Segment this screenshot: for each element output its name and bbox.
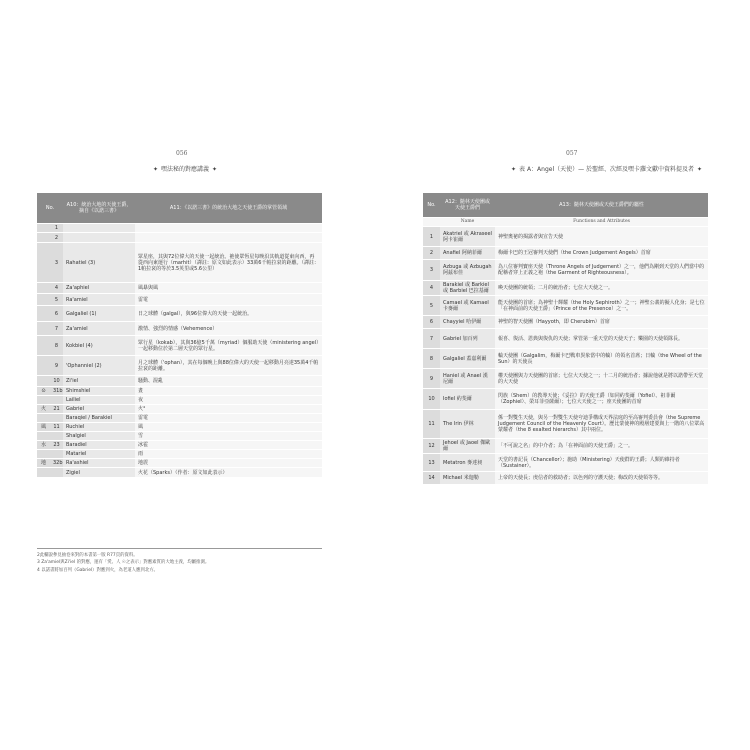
row-number: 32b <box>50 459 63 468</box>
attribute-description: 梅爾卡巴的王冠審判天使們（the Crown Judgement Angels）首席 <box>495 247 708 260</box>
domain-description <box>135 224 322 233</box>
left-angel-table <box>37 193 322 478</box>
angel-name: Akatriel 或 Akraseel 阿卡崔爾 <box>440 227 495 247</box>
angel-name <box>63 224 135 233</box>
element-symbol <box>37 450 50 459</box>
row-number: 3 <box>50 243 63 283</box>
element-symbol: 水 <box>37 441 50 450</box>
angel-name: Ra'ashiel <box>63 459 135 468</box>
attribute-description: 閃族（Shem）的教導天使；《妥拉》的天使王爵（如同約斐爾（Yofiel）、祖菲爾（Zophiel）、榮耳菲亞薩爾）；七位大天使之一；座天使團的首席 <box>495 389 708 410</box>
attribute-description: 神聖的智天使團（Hayyoth，即 Cherubim）首席 <box>495 316 708 329</box>
angel-name: Zigiel <box>63 468 135 478</box>
element-symbol <box>37 306 50 322</box>
row-number: 5 <box>50 294 63 306</box>
attribute-description: 輪天使團（Galgalim，梅爾卡巴戰車異象當中的輪）的領名首席；日輪（the Wheel of the Sun）的天使長 <box>495 349 708 369</box>
domain-description: 雨 <box>135 450 322 459</box>
angel-name: Barakiel 或 Barkiel 或 Barbiel 巴拉基爾 <box>440 281 495 296</box>
footnote: 3 Za'amiel與Zi'iel 的對應，運有「愛、人 ☉之表示」對應素質的大地主義，均屬推測。 <box>37 560 210 566</box>
domain-description: 冰雹 <box>135 441 322 450</box>
table-row <box>423 227 708 247</box>
table-row <box>423 349 708 369</box>
row-number: 31b <box>50 387 63 396</box>
row-number: 3 <box>423 260 440 281</box>
table-row <box>37 405 322 414</box>
column-header-a11: A11：《以諾三書》的統治大地之天使王爵的掌管領域 <box>135 193 322 224</box>
domain-description: 雪 <box>135 432 322 441</box>
table-row <box>37 450 322 459</box>
row-number: 14 <box>423 472 440 485</box>
table-row <box>423 247 708 260</box>
row-number: 4 <box>423 281 440 296</box>
row-number: 4 <box>50 283 63 294</box>
subheader-attributes: Functions and Attributes <box>495 218 708 227</box>
table-row <box>37 396 322 405</box>
table-row <box>37 322 322 336</box>
row-number: 1 <box>423 227 440 247</box>
domain-description: 風暴與風 <box>135 283 322 294</box>
table-row <box>423 389 708 410</box>
angel-name: 'Ophanniel (2) <box>63 356 135 376</box>
attribute-description: 神聖奧祕的揭露者與宣告天使 <box>495 227 708 247</box>
left-running-header <box>150 164 220 173</box>
column-header-a13: A13：隨林天使團或天使王爵們的屬性 <box>495 193 708 218</box>
right-table-body <box>423 227 708 485</box>
angel-name: Camael 或 Kamael 卡麥爾 <box>440 296 495 316</box>
element-symbol: 風 <box>37 423 50 432</box>
table-row <box>37 294 322 306</box>
angel-name: Shalgiel <box>63 432 135 441</box>
angel-name: Jehoel 或 Jaoel 傑歐爾 <box>440 439 495 454</box>
table-row <box>423 296 708 316</box>
table-row <box>37 376 322 387</box>
footnote: 2此欄說參見抽卷來對的本書第一版 R77頁的資料。 <box>37 553 138 558</box>
element-symbol <box>37 336 50 356</box>
element-symbol <box>37 432 50 441</box>
row-number: 21 <box>50 405 63 414</box>
right-page-number: 057 <box>566 150 578 157</box>
row-number: 1 <box>50 224 63 233</box>
domain-description: 火⁴ <box>135 405 322 414</box>
attribute-description: 上帝的天使長；虔信者的救助者；以色列的守護天使；梅改的天使領等等。 <box>495 472 708 485</box>
angel-name: Rahatiel (3) <box>63 243 135 283</box>
attribute-description: 「不可說之名」的中介者；為「在神面前的天使王爵」之一。 <box>495 439 708 454</box>
table-row <box>423 454 708 472</box>
angel-name: Shimshiel <box>63 387 135 396</box>
star-ornament-icon: ✦ <box>153 166 159 173</box>
table-row <box>423 410 708 439</box>
domain-description: 眾行星（kokab），其與36億5千萬（myriad）個服助天使（ministering angel）一起移動位於第二層天堂的眾行星。 <box>135 336 322 356</box>
table-row <box>37 224 322 233</box>
left-page-number: 056 <box>176 150 188 157</box>
attribute-description: 為八位審判寶座天使（Throne Angels of Judgement）之一，他們為剛到天堂的人們當中的配稱者穿上正義之袍（the Garment of Righteousness）。 <box>495 260 708 281</box>
angel-name: The Irin 伊林 <box>440 410 495 439</box>
row-number: 2 <box>50 233 63 243</box>
angel-name: Zi'iel <box>63 376 135 387</box>
attribute-description: 喚天使團的統領；二月的統治者；七位大天使之一。 <box>495 281 708 296</box>
table-row <box>37 432 322 441</box>
element-symbol <box>37 414 50 423</box>
element-symbol: 火 <box>37 405 50 414</box>
column-header-no: No. <box>37 193 63 224</box>
table-row <box>37 441 322 450</box>
table-row <box>37 468 322 478</box>
element-symbol <box>37 283 50 294</box>
subheader-blank <box>423 218 440 227</box>
angel-name: Haniel 或 Anael 漢尼爾 <box>440 369 495 389</box>
row-number: 9 <box>423 369 440 389</box>
element-symbol <box>37 396 50 405</box>
subheader-name: Name <box>440 218 495 227</box>
angel-name: Lailiel <box>63 396 135 405</box>
angel-name: Matariel <box>63 450 135 459</box>
table-row <box>37 243 322 283</box>
domain-description: 日之球體（galgal），與96位偉大的天使一起統治。 <box>135 306 322 322</box>
element-symbol <box>37 294 50 306</box>
angel-name: Michael 米迦勒 <box>440 472 495 485</box>
angel-name: Azbuga 或 Azbugah 阿茲布佳 <box>440 260 495 281</box>
table-row <box>37 306 322 322</box>
footnote: 4 以諾書將加百列（Gabriel）對應到火，為老道人應到北方。 <box>37 567 159 573</box>
row-number: 7 <box>50 322 63 336</box>
star-ornament-icon: ✦ <box>697 166 703 173</box>
angel-name: Za'amiel <box>63 322 135 336</box>
row-number: 11 <box>50 423 63 432</box>
table-row <box>37 459 322 468</box>
angel-name: Iofiel 約斐爾 <box>440 389 495 410</box>
row-number: 7 <box>423 329 440 349</box>
table-row <box>37 336 322 356</box>
right-running-header <box>508 164 705 173</box>
row-number: 11 <box>423 410 440 439</box>
right-header-title: 表 A：Angel（天使）— 於聖經、次經及嘿卡蘿文獻中資料提及者 <box>519 166 695 173</box>
domain-description: 地震 <box>135 459 322 468</box>
angel-name: Gabriel <box>63 405 135 414</box>
column-header-no: No. <box>423 193 440 218</box>
domain-description: 風 <box>135 423 322 432</box>
table-row <box>423 472 708 485</box>
star-ornament-icon: ✦ <box>212 166 218 173</box>
row-number <box>50 396 63 405</box>
left-header-title: 嘿法秘的對應講義 <box>161 166 210 173</box>
angel-name: Gabriel 加百列 <box>440 329 495 349</box>
row-number: 12 <box>423 439 440 454</box>
attribute-description: 天堂的書記長（Chancellor）；施助（Ministering）天使群的王爵；人類的維持者（Sustainer）。 <box>495 454 708 472</box>
element-symbol: 地 <box>37 459 50 468</box>
table-row <box>423 281 708 296</box>
table-row <box>37 414 322 423</box>
star-ornament-icon: ✦ <box>511 166 517 173</box>
domain-description: 騷動、混亂 <box>135 376 322 387</box>
row-number: 13 <box>423 454 440 472</box>
angel-name: Metatron 麥達昶 <box>440 454 495 472</box>
angel-name: Ruchiel <box>63 423 135 432</box>
row-number: 9 <box>50 356 63 376</box>
row-number: 23 <box>50 441 63 450</box>
left-table-body <box>37 224 322 478</box>
row-number: 6 <box>50 306 63 322</box>
table-row <box>37 387 322 396</box>
table-row <box>37 356 322 376</box>
element-symbol <box>37 243 50 283</box>
table-row <box>37 423 322 432</box>
right-page <box>375 0 750 750</box>
element-symbol <box>37 356 50 376</box>
row-number: 10 <box>423 389 440 410</box>
domain-description: 火花（Sparks）（作者：原文如此表示） <box>135 468 322 478</box>
domain-description: 激情、強烈的情感（Vehemence） <box>135 322 322 336</box>
angel-name <box>63 233 135 243</box>
row-number <box>50 432 63 441</box>
element-symbol <box>37 376 50 387</box>
row-number <box>50 468 63 478</box>
element-symbol <box>37 224 50 233</box>
row-number: 6 <box>423 316 440 329</box>
row-number: 8 <box>423 349 440 369</box>
attribute-description: 係一對雙生天使，與另一對雙生天使夸迪爭構成天界法庭的至高審判委員會（the Supreme Judgement Council of the Heavenly Court）。歷比蒙使神的殿層建要與上一階的八位眾高蒙耀者（the 8 exalted hierarchs）其中兩位。 <box>495 410 708 439</box>
domain-description: 夜 <box>135 396 322 405</box>
angel-name: Galgaliel (1) <box>63 306 135 322</box>
angel-name: Za'aphiel <box>63 283 135 294</box>
row-number <box>50 450 63 459</box>
domain-description: 晝 <box>135 387 322 396</box>
table-row <box>423 369 708 389</box>
row-number: 5 <box>423 296 440 316</box>
angel-name: Ra'amiel <box>63 294 135 306</box>
table-row <box>423 439 708 454</box>
table-row <box>423 260 708 281</box>
domain-description: 眾星座，其與72位偉大的天使一起統治。祂使眾恆星每晚沿其軌道從東向西，再從西向東運行（marhit）（譯註：原文如此表示）33萬6千帕拉袞的距離。（譯註：1帕拉袞的等於3.5英里或5.6公里） <box>135 243 322 283</box>
domain-description: 月之球體（'ophan），其在每個晚上與88位偉大的天使一起移動月亮達35萬4千帕拉袞的距離。 <box>135 356 322 376</box>
row-number: 2 <box>423 247 440 260</box>
angel-name: Baradiel <box>63 441 135 450</box>
angel-name: Chayyiel 哈伊爾 <box>440 316 495 329</box>
element-symbol: ⊙ <box>37 387 50 396</box>
angel-name: Galgaliel 蓋嘉利爾 <box>440 349 495 369</box>
attribute-description: 報喜、復活、恩典與復仇的天使；掌管第一重天堂的天使天子；樂園的天使領隊長。 <box>495 329 708 349</box>
table-row <box>37 233 322 243</box>
table-row <box>37 283 322 294</box>
table-row <box>423 329 708 349</box>
attribute-description: 能天使團的首席；為神聖十輝耀（the Holy Sephiroth）之一；神聖公義的擬人化身；是七位「在神面前的天使王爵」（Prince of the Presence）之一。 <box>495 296 708 316</box>
domain-description <box>135 233 322 243</box>
element-symbol <box>37 233 50 243</box>
element-symbol <box>37 322 50 336</box>
row-number: 10 <box>50 376 63 387</box>
row-number <box>50 414 63 423</box>
row-number: 8 <box>50 336 63 356</box>
table-row <box>423 316 708 329</box>
attribute-description: 權天使團與力天使團的首席；七位大天使之一；十二月的統治者；據說他就是將以諾帶至天堂的大天使 <box>495 369 708 389</box>
left-footnotes <box>37 548 322 574</box>
angel-name: Kokbiel (4) <box>63 336 135 356</box>
right-angel-table <box>423 193 708 485</box>
column-header-a10: A10：統治大地的天使王爵，摘自《以諾三書》 <box>63 193 135 224</box>
angel-name: Baraqiel / Barakiel <box>63 414 135 423</box>
domain-description: 雷電 <box>135 414 322 423</box>
domain-description: 雷電 <box>135 294 322 306</box>
angel-name: Anafiel 阿納菲爾 <box>440 247 495 260</box>
element-symbol <box>37 468 50 478</box>
column-header-a12: A12：隨林天使團或天使王爵們 <box>440 193 495 218</box>
